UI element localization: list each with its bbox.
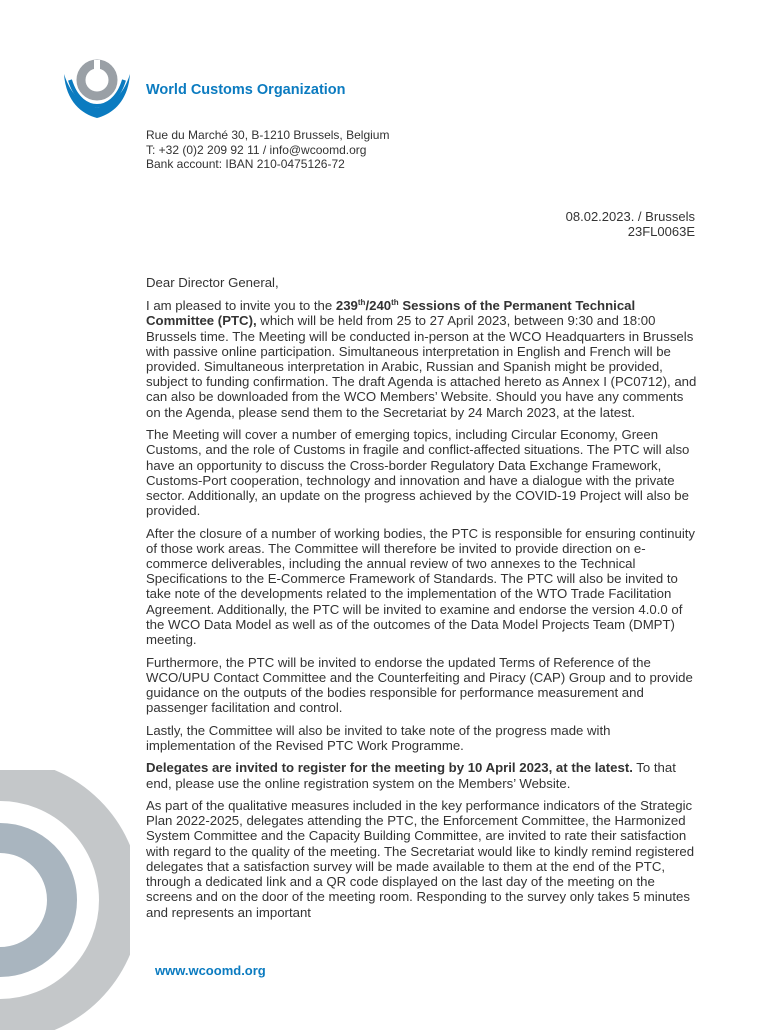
session-number-2: 240 — [369, 298, 392, 314]
decorative-arc-icon — [0, 770, 130, 1030]
registration-deadline: Delegates are invited to register for the meeting by 10 April 2023, at the latest. — [146, 760, 633, 776]
committee-name: Sessions of the Permanent Technical Committee (PTC), — [146, 298, 636, 329]
slash: / — [365, 298, 370, 314]
paragraph-5: Lastly, the Committee will also be invited to take note of the progress made with implementation of the Revised PTC Work Programme. — [146, 722, 611, 753]
ordinal-suffix-1: th — [357, 298, 366, 308]
date-reference-block — [566, 209, 695, 239]
paragraph-2: The Meeting will cover a number of emerging topics, including Circular Economy, Green Customs, and the role of Customs in fragile and conflict-affected situations. The PTC will also have an opportunity to discuss the Cross-border Regulatory Data Exchange Framework, Customs-Port cooperation, technology and innovation and have a dialogue with the private sector. Additionally, an update on the progress achieved by the COVID-19 Project will also be provided. — [146, 427, 690, 519]
p1-rest: which will be held from 25 to 27 April 2023, between 9:30 and 18:00 Brussels time. The Meeting will be conducted in-person at the WCO Headquarters in Brussels with passive online participation. Simultaneous interpretation in English and French will be provided. Simultaneous interpretation in Arabic, Russian and Spanish might be provided, subject to funding confirmation. The draft Agenda is attached hereto as Annex I (PC0712), and can also be downloaded from the WCO Members’ Website. Should you have any comments on the Agenda, please send them to the Secretariat by 24 March 2023, at the latest. — [146, 313, 697, 420]
address-line: Rue du Marché 30, B-1210 Brussels, Belgium — [146, 128, 390, 142]
reference-number: 23FL0063E — [627, 224, 695, 239]
address-block — [146, 128, 389, 172]
salutation: Dear Director General, — [146, 275, 279, 290]
bank-line: Bank account: IBAN 210-0475126-72 — [146, 157, 345, 171]
paragraph-7: As part of the qualitative measures included in the key performance indicators of the Strategic Plan 2022-2025, delegates attending the PTC, the Enforcement Committee, the Harmonized System Committee and the Capacity Building Committee, are invited to rate their satisfaction with regard to the quality of the meeting. The Secretariat would like to kindly remind registered delegates that a satisfaction survey will be made available to them at the end of the PTC, through a dedicated link and a QR code displayed on the last day of the meeting on the screens and on the door of the meeting room. Responding to the survey only takes 5 minutes and represents an important — [146, 798, 695, 920]
session-number-1: 239 — [335, 298, 358, 314]
paragraph-1 — [146, 298, 698, 420]
wco-logo-icon — [60, 56, 134, 120]
date-place: 08.02.2023. / Brussels — [565, 209, 695, 224]
paragraph-3: After the closure of a number of working bodies, the PTC is responsible for ensuring continuity of those work areas. The Committee will therefore be invited to provide direction on e-commerce deliverables, including the annual review of two annexes to the Technical Specifications to the E-Commerce Framework of Standards. The PTC will also be invited to take note of the developments related to the implementation of the WTO Trade Facilitation Agreement. Additionally, the PTC will be invited to examine and endorse the version 4.0.0 of the WCO Data Model as well as of the outcomes of the Data Model Projects Team (DMPT) meeting. — [146, 525, 696, 648]
p6-rest: To that end, please use the online registration system on the Members’ Website. — [146, 760, 676, 791]
letter-body — [146, 275, 698, 927]
organization-name: World Customs Organization — [146, 82, 346, 98]
p1-intro: I am pleased to invite you to the — [146, 298, 336, 314]
paragraph-4: Furthermore, the PTC will be invited to endorse the updated Terms of Reference of the WCO/UPU Contact Committee and the Counterfeiting and Piracy (CAP) Group and to provide guidance on the outputs of the bodies responsible for performance measurement and passenger facilitation and control. — [146, 654, 693, 716]
contact-line: T: +32 (0)2 209 92 11 / info@wcoomd.org — [146, 142, 367, 157]
paragraph-6 — [146, 760, 698, 790]
ordinal-suffix-2: th — [391, 298, 399, 308]
website-link[interactable]: www.wcoomd.org — [155, 963, 266, 978]
